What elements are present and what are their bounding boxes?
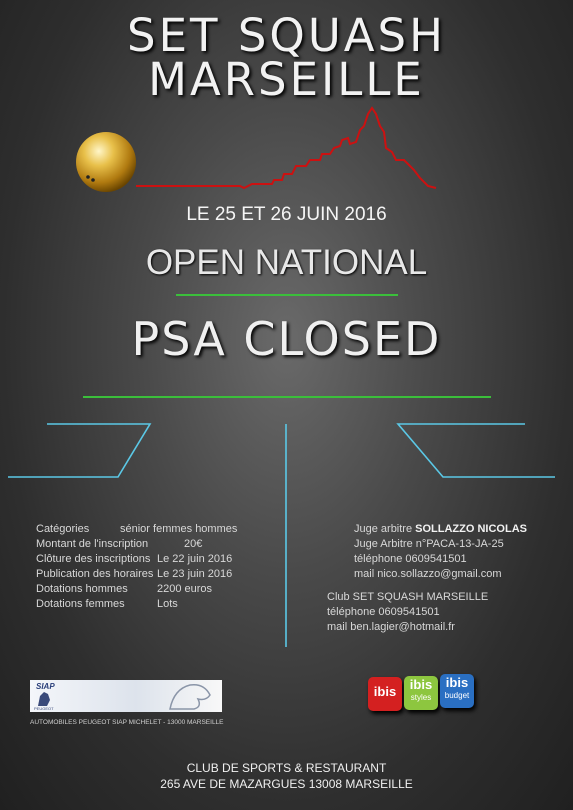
footer-line-1: CLUB DE SPORTS & RESTAURANT (186, 761, 387, 775)
detail-label: Publication des horaires (36, 568, 154, 580)
detail-label: Montant de l'inscription (36, 538, 149, 550)
ibis-text: ibis (373, 684, 397, 699)
peugeot-siap-logo (30, 680, 222, 712)
detail-label: Catégories (36, 523, 90, 535)
siap-logo-text: SIAP (36, 682, 55, 691)
detail-row (36, 582, 266, 597)
referee-phone: téléphone 0609541501 (354, 553, 467, 565)
referee-name: SOLLAZZO NICOLAS (415, 523, 527, 535)
ibis-logo (368, 677, 402, 711)
referee-block (354, 522, 527, 582)
footer-line-2: 265 AVE DE MAZARGUES 13008 MARSEILLE (160, 777, 413, 791)
referee-label: Juge arbitre (354, 523, 416, 535)
club-mail[interactable]: mail ben.lagier@hotmail.fr (327, 621, 455, 633)
ibis-styles-sub: styles (410, 693, 432, 702)
peugeot-caption: AUTOMOBILES PEUGEOT SIAP MICHELET - 13000 MARSEILLE (30, 719, 224, 726)
referee-license: Juge Arbitre n°PACA-13-JA-25 (354, 538, 504, 550)
ibis-budget-logo (440, 674, 474, 708)
club-name: Club SET SQUASH MARSEILLE (327, 591, 489, 603)
ibis-styles-text: ibis (409, 677, 433, 692)
detail-value: Lots (157, 598, 178, 610)
skyline-outline (136, 108, 436, 188)
title-line-1: SET SQUASH (127, 9, 446, 62)
detail-value: Le 23 juin 2016 (157, 568, 233, 580)
open-national-heading: OPEN NATIONAL (145, 243, 428, 282)
ibis-budget-sub: budget (444, 691, 470, 700)
detail-label: Clôture des inscriptions (36, 553, 151, 565)
peugeot-lion-watermark-icon (160, 681, 220, 711)
detail-value: 2200 euros (157, 583, 213, 595)
squash-ball-icon (76, 132, 136, 192)
club-phone: téléphone 0609541501 (327, 606, 440, 618)
detail-row (36, 597, 266, 612)
detail-label: Dotations hommes (36, 583, 128, 595)
detail-row (36, 567, 266, 582)
detail-row (36, 522, 266, 537)
referee-line (354, 522, 527, 537)
peugeot-brand-text: PEUGEOT (34, 706, 54, 711)
title-line-2: MARSEILLE (148, 53, 425, 106)
detail-row (36, 537, 266, 552)
ibis-logos (368, 672, 480, 716)
green-divider-top (176, 294, 398, 296)
skyline-illustration (0, 100, 573, 200)
ibis-budget-text: ibis (445, 675, 469, 690)
details-list (36, 522, 266, 612)
detail-label: Dotations femmes (36, 598, 125, 610)
detail-value: sénior femmes hommes (120, 523, 238, 535)
psa-closed-heading: PSA CLOSED (131, 312, 442, 366)
detail-value: Le 22 juin 2016 (157, 553, 233, 565)
detail-row (36, 552, 266, 567)
event-date: LE 25 ET 26 JUIN 2016 (186, 204, 387, 225)
referee-mail[interactable]: mail nico.sollazzo@gmail.com (354, 568, 502, 580)
green-divider-bottom (83, 396, 491, 398)
club-contact-block (327, 590, 488, 635)
detail-value: 20€ (184, 538, 203, 550)
ibis-styles-logo (404, 676, 438, 710)
